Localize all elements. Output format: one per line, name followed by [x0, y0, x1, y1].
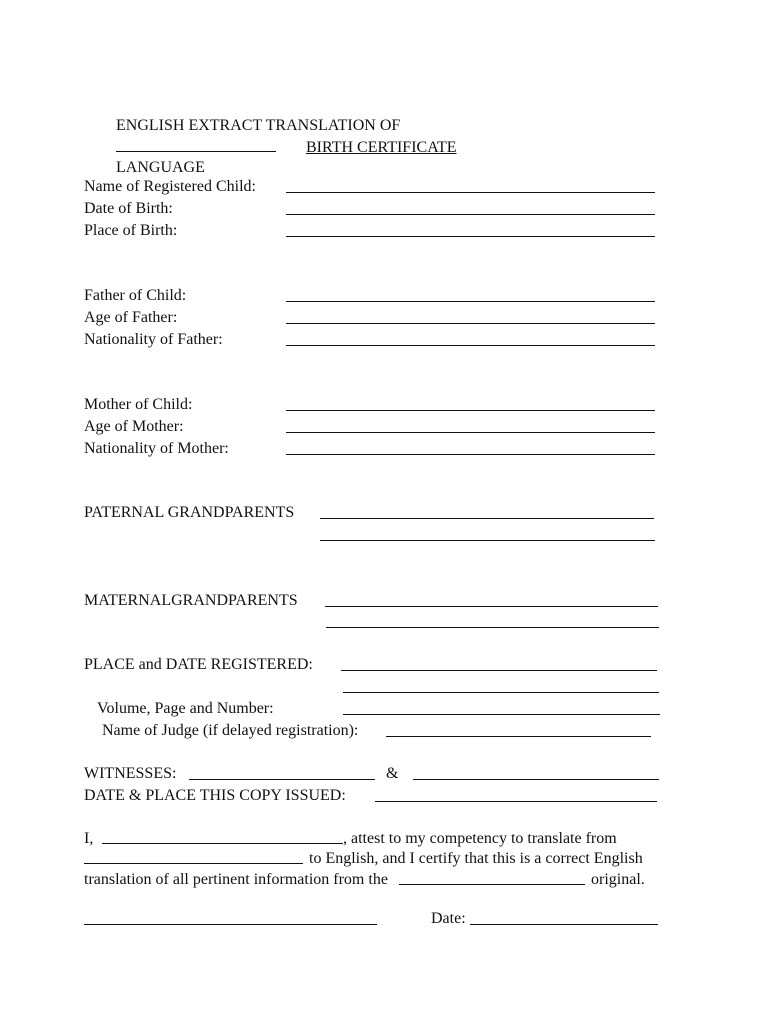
maternal-grandparents-blank-1[interactable] [325, 606, 658, 607]
dob-label: Date of Birth: [84, 200, 173, 217]
place-date-registered-blank-1[interactable] [341, 670, 657, 671]
mother-nationality-label: Nationality of Mother: [84, 440, 229, 457]
mother-name-label: Mother of Child: [84, 396, 193, 413]
dob-blank[interactable] [286, 214, 655, 215]
volume-page-number-label: Volume, Page and Number: [97, 700, 274, 717]
paternal-grandparents-blank-1[interactable] [320, 518, 654, 519]
date-label: Date: [431, 910, 466, 927]
paternal-grandparents-blank-2[interactable] [320, 540, 655, 541]
father-nationality-label: Nationality of Father: [84, 331, 223, 348]
attestation-line2: to English, and I certify that this is a correct English [309, 850, 643, 867]
father-nationality-blank[interactable] [286, 345, 655, 346]
copy-issued-blank[interactable] [375, 801, 657, 802]
witnesses-ampersand: & [386, 765, 399, 782]
place-date-registered-blank-2[interactable] [343, 692, 659, 693]
mother-age-label: Age of Mother: [84, 418, 184, 435]
translator-name-blank[interactable] [102, 843, 343, 844]
copy-issued-label: DATE & PLACE THIS COPY ISSUED: [84, 787, 346, 804]
witness-2-blank[interactable] [413, 779, 659, 780]
father-age-label: Age of Father: [84, 309, 178, 326]
father-name-label: Father of Child: [84, 287, 187, 304]
signature-blank[interactable] [84, 924, 377, 925]
header-suffix: LANGUAGE [116, 159, 205, 176]
maternal-grandparents-blank-2[interactable] [326, 627, 659, 628]
father-age-blank[interactable] [286, 323, 655, 324]
mother-name-blank[interactable] [286, 410, 655, 411]
pob-blank[interactable] [286, 236, 655, 237]
child-name-blank[interactable] [286, 192, 655, 193]
page-title: BIRTH CERTIFICATE [306, 139, 457, 156]
judge-name-label: Name of Judge (if delayed registration): [102, 722, 359, 739]
witness-1-blank[interactable] [189, 779, 375, 780]
language-blank[interactable] [116, 136, 276, 152]
maternal-grandparents-label: MATERNALGRANDPARENTS [84, 592, 298, 609]
judge-name-blank[interactable] [386, 736, 651, 737]
attestation-line3-suffix: original. [591, 871, 645, 888]
father-name-blank[interactable] [286, 301, 655, 302]
source-language-blank[interactable] [84, 863, 303, 864]
mother-nationality-blank[interactable] [286, 454, 655, 455]
paternal-grandparents-label: PATERNAL GRANDPARENTS [84, 504, 295, 521]
date-blank[interactable] [470, 924, 658, 925]
attestation-i: I, [84, 830, 94, 847]
attestation-line1: , attest to my competency to translate from [343, 830, 617, 847]
original-language-blank[interactable] [399, 884, 585, 885]
mother-age-blank[interactable] [286, 432, 655, 433]
attestation-line3-prefix: translation of all pertinent information from the [84, 871, 388, 888]
child-name-label: Name of Registered Child: [84, 178, 256, 195]
volume-page-number-blank[interactable] [343, 714, 660, 715]
pob-label: Place of Birth: [84, 222, 178, 239]
witnesses-label: WITNESSES: [84, 765, 177, 782]
header-prefix: ENGLISH EXTRACT TRANSLATION OF [116, 117, 401, 134]
place-date-registered-label: PLACE and DATE REGISTERED: [84, 656, 313, 673]
